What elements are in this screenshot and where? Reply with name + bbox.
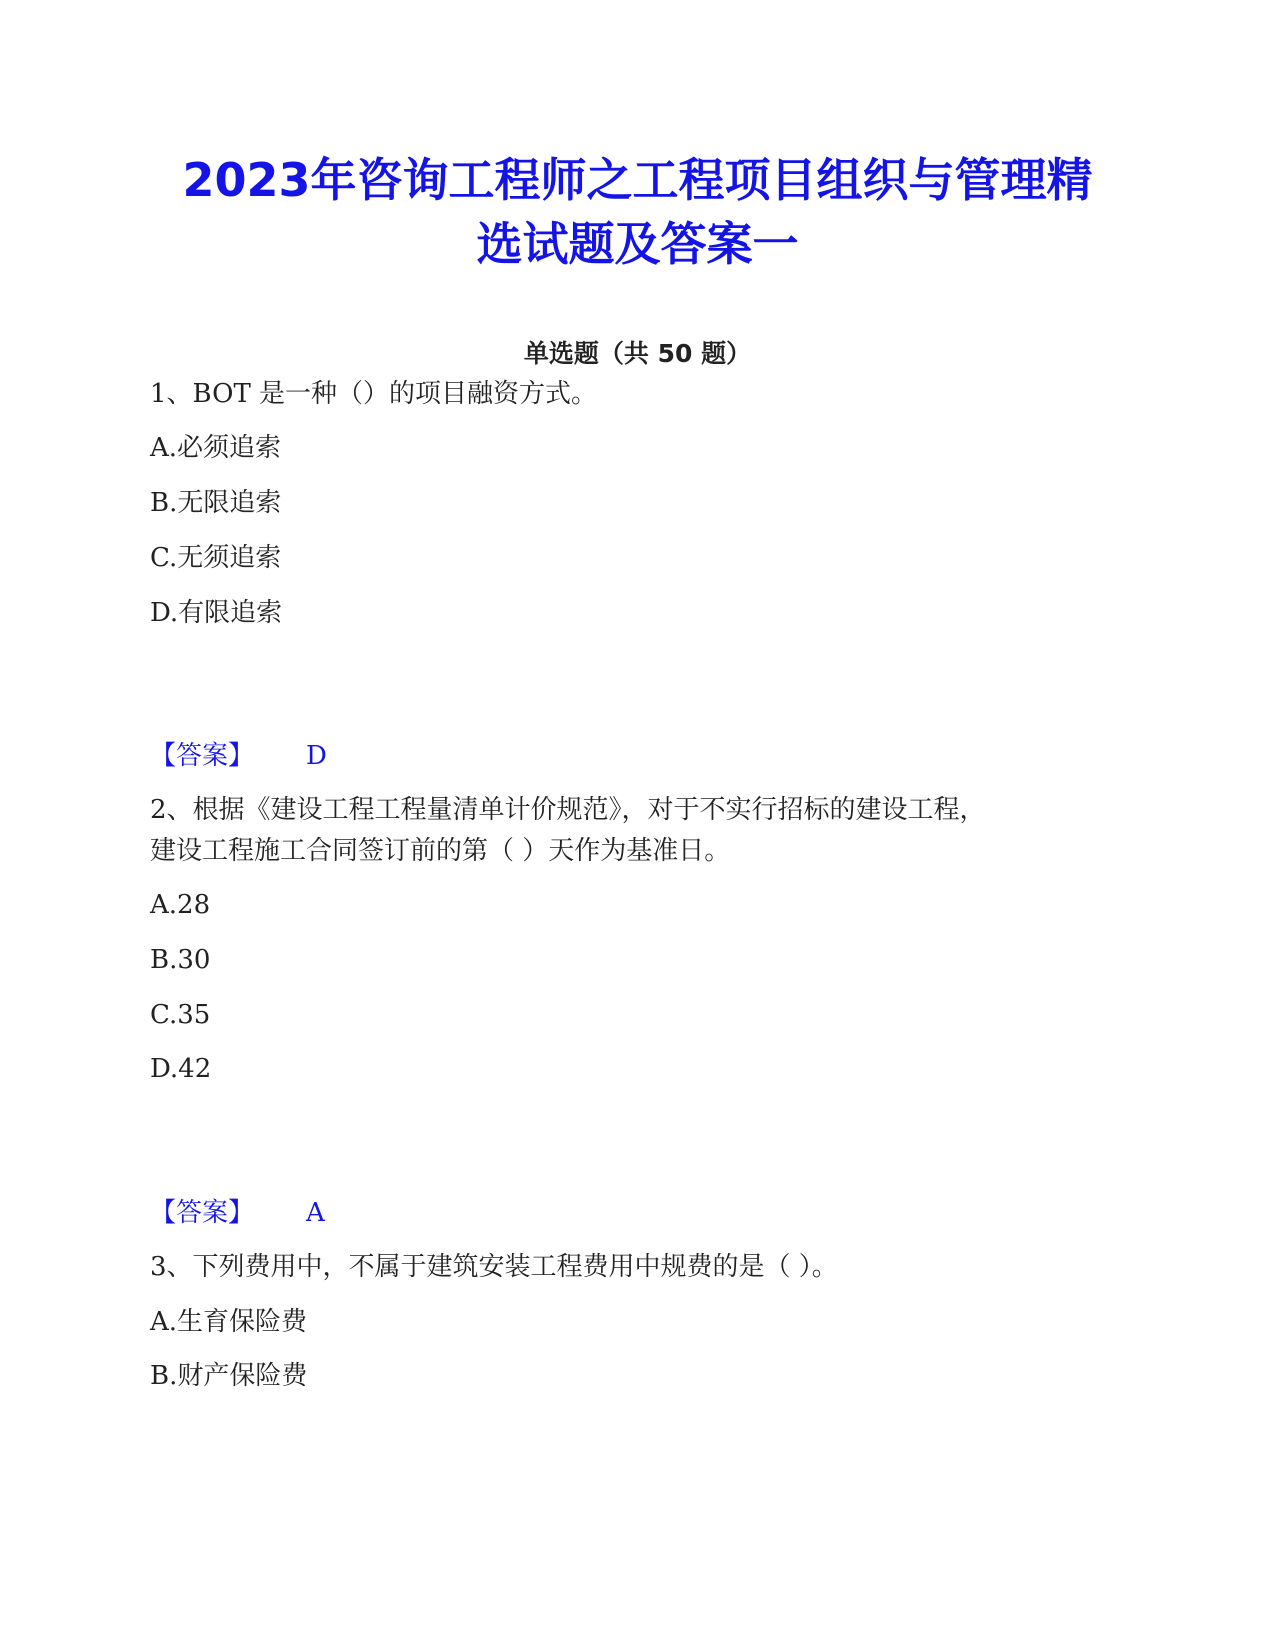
section-heading: 单选题（共 50 题） [523,339,752,368]
question-2-option-d: D.42 [150,1054,212,1084]
question-3-option-b: B.财产保险费 [150,1361,308,1391]
question-1-option-c: C.无须追索 [150,543,282,573]
question-1-option-b: B.无限追索 [150,488,282,518]
title-line-1: 2023年咨询工程师之工程项目组织与管理精 [182,153,1093,207]
answer-label: 【答案】 [150,741,255,771]
question-2-stem-line-1: 2、根据《建设工程工程量清单计价规范》，对于不实行招标的建设工程， [150,795,986,825]
document-title [100,148,1175,276]
question-1-option-d: D.有限追索 [150,598,283,628]
question-1-stem: 1、BOT 是一种（）的项目融资方式。 [150,379,598,409]
question-2-option-a: A.28 [150,890,211,920]
question-3-stem: 3、下列费用中，不属于建筑安装工程费用中规费的是（ ）。 [150,1252,838,1282]
question-1-option-a: A.必须追索 [150,433,282,463]
question-2-answer [150,1191,325,1235]
question-3-option-a: A.生育保险费 [150,1307,308,1337]
question-2-option-b: B.30 [150,945,211,975]
question-1-answer [150,734,327,778]
question-2-stem-line-2: 建设工程施工合同签订前的第（ ）天作为基准日。 [150,836,731,866]
title-line-2: 选试题及答案一 [476,217,799,271]
answer-value: D [306,741,327,771]
question-2-option-c: C.35 [150,1000,211,1030]
answer-label: 【答案】 [150,1198,255,1228]
answer-value: A [306,1198,325,1228]
